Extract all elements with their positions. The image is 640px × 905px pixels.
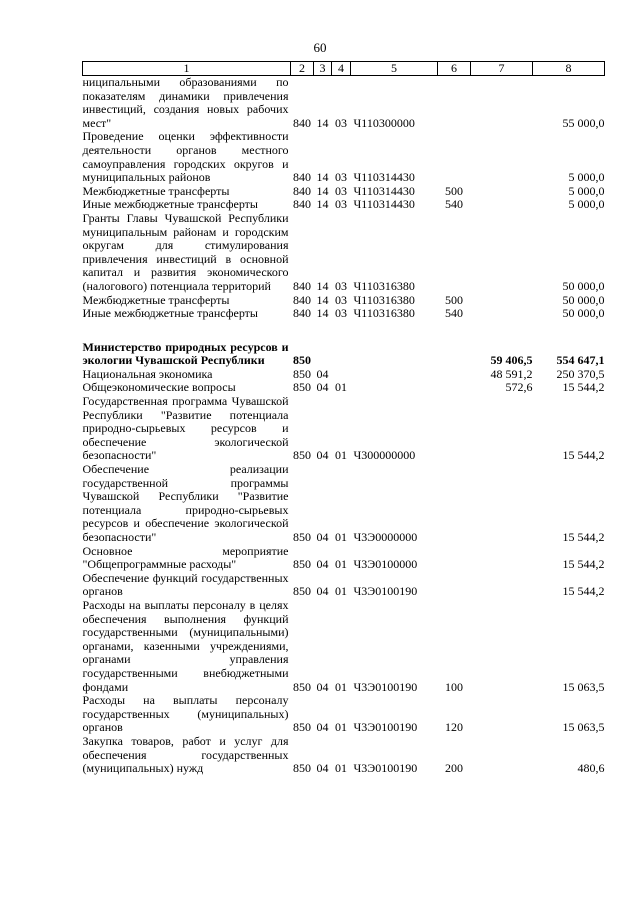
table-row — [83, 294, 605, 308]
row-subsection-code: 03 — [335, 292, 347, 307]
table-row — [83, 545, 605, 572]
row-name: Общеэкономические вопросы — [82, 380, 236, 395]
row-name: Государственная программа Чувашской Республики "Развитие потенциала природно-сырьевых ресурсов и обеспечение экологической безопасности" — [82, 394, 289, 463]
row-name: Обеспечение реализации государственной программы Чувашской Республики "Развитие потенциала природно-сырьевых ресурсов и обеспечение экологической безопасности" — [82, 462, 289, 544]
row-amount-8: 250 370,5 — [556, 366, 605, 381]
column-header: 3 — [314, 62, 332, 76]
table-row — [83, 694, 605, 735]
row-amount-8: 55 000,0 — [562, 115, 605, 130]
row-expense-type: 120 — [445, 720, 463, 735]
row-target-code: Ч110314430 — [353, 183, 415, 198]
row-target-code: Ч110316380 — [353, 292, 415, 307]
row-expense-type: 100 — [445, 679, 463, 694]
row-ministry-code: 850 — [293, 530, 311, 544]
row-amount-7 — [471, 198, 533, 212]
row-expense-type: 500 — [445, 183, 463, 198]
row-amount-7: 59 406,5 — [490, 353, 533, 368]
row-subsection-code: 03 — [335, 278, 347, 293]
row-expense-type: 540 — [445, 197, 463, 212]
column-header: 7 — [471, 62, 533, 76]
table-row — [83, 599, 605, 694]
table-row-ministry — [83, 341, 605, 368]
row-subsection-code: 01 — [335, 557, 347, 572]
row-ministry-code: 850 — [293, 380, 311, 395]
column-header: 2 — [291, 62, 314, 76]
row-name: Межбюджетные трансферты — [82, 292, 230, 307]
row-target-code — [351, 341, 438, 368]
row-amount-8: 5 000,0 — [568, 170, 605, 185]
row-amount-7 — [471, 185, 533, 199]
column-header: 4 — [332, 62, 351, 76]
row-section-code: 04 — [316, 380, 329, 395]
row-subsection-code: 01 — [335, 448, 347, 463]
row-amount-8: 15 063,5 — [562, 679, 605, 694]
row-section-code — [314, 341, 332, 368]
column-header: 6 — [438, 62, 471, 76]
row-section-code: 04 — [316, 584, 329, 599]
row-ministry-code: 840 — [293, 306, 311, 321]
row-amount-8: 554 647,1 — [556, 353, 605, 368]
row-target-code: Ч110314430 — [353, 170, 415, 185]
row-amount-8: 15 544,2 — [562, 380, 605, 395]
table-row — [83, 381, 605, 395]
row-ministry-code: 840 — [293, 170, 311, 185]
row-subsection-code: 03 — [335, 197, 347, 212]
row-subsection-code — [332, 368, 351, 382]
row-section-code: 14 — [316, 115, 329, 130]
row-amount-7 — [471, 572, 533, 599]
table-row — [83, 735, 605, 776]
row-section-code: 14 — [316, 292, 329, 307]
row-ministry-code: 850 — [293, 761, 311, 776]
row-ministry-code: 850 — [293, 366, 311, 381]
row-section-code: 14 — [316, 183, 329, 198]
row-amount-7 — [471, 463, 533, 545]
row-amount-7 — [471, 294, 533, 308]
row-amount-7 — [471, 307, 533, 321]
row-expense-type — [438, 130, 471, 184]
row-subsection-code: 01 — [335, 761, 347, 776]
row-amount-7 — [471, 735, 533, 776]
row-target-code: Ч110316380 — [353, 278, 415, 293]
row-target-code: Ч3Э0100190 — [353, 720, 418, 735]
table-row — [83, 395, 605, 463]
row-section-code: 04 — [316, 448, 329, 463]
table-row — [83, 212, 605, 294]
row-amount-8: 480,6 — [577, 761, 605, 776]
table-row — [83, 130, 605, 184]
row-subsection-code — [332, 341, 351, 368]
row-target-code — [351, 368, 438, 382]
row-expense-type — [438, 545, 471, 572]
table-row — [83, 463, 605, 545]
row-section-code: 04 — [316, 720, 329, 735]
spacer-cell — [83, 321, 605, 341]
row-expense-type — [438, 395, 471, 463]
row-name: Иные межбюджетные трансферты — [82, 197, 258, 212]
row-ministry-code: 850 — [293, 720, 311, 735]
row-amount-7 — [471, 212, 533, 294]
row-name: Расходы на выплаты персоналу государственных (муниципальных) органов — [82, 693, 289, 735]
row-target-code: Ч3Э0100000 — [353, 557, 418, 572]
row-ministry-code: 850 — [293, 557, 311, 572]
row-ministry-code: 850 — [293, 679, 311, 694]
row-section-code: 14 — [316, 170, 329, 185]
row-amount-7: 572,6 — [505, 380, 533, 395]
row-section-code: 14 — [316, 306, 329, 321]
row-amount-7 — [471, 545, 533, 572]
row-amount-7 — [471, 395, 533, 463]
table-header-row — [83, 62, 605, 76]
row-expense-type — [438, 341, 471, 368]
row-target-code: Ч3Э0100190 — [353, 584, 418, 599]
row-ministry-code: 840 — [293, 292, 311, 307]
row-section-code: 04 — [316, 761, 329, 776]
row-expense-type: 500 — [445, 292, 463, 307]
row-ministry-code: 850 — [293, 353, 311, 368]
row-name: Расходы на выплаты персоналу в целях обеспечения выполнения функций государственными (муниципальными) органами, казенными учреждениями, органами управления государственными внебюджетными фондами — [82, 597, 289, 694]
row-amount-8: 5 000,0 — [568, 197, 605, 212]
row-amount-7 — [471, 130, 533, 184]
row-ministry-code: 850 — [293, 448, 311, 463]
row-subsection-code: 03 — [335, 170, 347, 185]
table-row — [83, 198, 605, 212]
row-name: ниципальными образованиями по показателям динамики привлечения инвестиций, создания новых рабочих мест" — [82, 75, 289, 130]
row-target-code: Ч110314430 — [353, 197, 415, 212]
row-amount-8: 15 544,2 — [562, 584, 605, 599]
row-target-code: Ч110316380 — [353, 306, 415, 321]
row-amount-8: 5 000,0 — [568, 183, 605, 198]
row-ministry-code: 840 — [293, 278, 311, 293]
row-section-code: 04 — [316, 530, 329, 544]
row-amount-8: 15 063,5 — [562, 720, 605, 735]
row-name: Гранты Главы Чувашской Республики муниципальным районам и городским округам для стимулирования привлечения инвестиций в основной капитал и развития экономического (налогового) потенциала территорий — [82, 210, 289, 293]
row-target-code — [351, 381, 438, 395]
table-row — [83, 368, 605, 382]
row-subsection-code: 03 — [335, 306, 347, 321]
row-amount-8: 15 544,2 — [562, 557, 605, 572]
row-ministry-code: 840 — [293, 197, 311, 212]
table-row — [83, 185, 605, 199]
row-section-code: 04 — [316, 679, 329, 694]
row-expense-type — [438, 76, 471, 131]
row-section-code: 04 — [316, 366, 329, 381]
row-amount-7 — [471, 76, 533, 131]
row-ministry-code: 850 — [293, 584, 311, 599]
row-name: Иные межбюджетные трансферты — [82, 306, 258, 321]
page-number: 60 — [313, 40, 327, 55]
row-expense-type — [438, 368, 471, 382]
row-subsection-code: 01 — [335, 530, 347, 544]
row-expense-type: 540 — [445, 306, 463, 321]
row-target-code: Ч110300000 — [353, 115, 415, 130]
row-name: Межбюджетные трансферты — [82, 183, 230, 198]
row-subsection-code: 03 — [335, 183, 347, 198]
column-header: 8 — [533, 62, 605, 76]
row-ministry-code: 840 — [293, 115, 311, 130]
row-amount-8: 50 000,0 — [562, 278, 605, 293]
row-subsection-code: 01 — [335, 380, 347, 395]
row-ministry-code: 840 — [293, 183, 311, 198]
row-name: Проведение оценки эффективности деятельности органов местного самоуправления городских округов и муниципальных районов — [82, 129, 289, 185]
budget-table — [82, 61, 605, 776]
row-section-code: 14 — [316, 278, 329, 293]
row-amount-8: 15 544,2 — [562, 448, 605, 463]
table-row — [83, 307, 605, 321]
row-amount-7 — [471, 599, 533, 694]
row-subsection-code: 01 — [335, 679, 347, 694]
row-section-code: 04 — [316, 557, 329, 572]
row-target-code: Ч3Э0100190 — [353, 761, 418, 776]
row-expense-type — [438, 572, 471, 599]
row-name: Обеспечение функций государственных органов — [82, 570, 289, 599]
row-expense-type: 200 — [445, 761, 463, 776]
row-expense-type — [438, 212, 471, 294]
row-name: Национальная экономика — [82, 366, 213, 381]
row-amount-7 — [471, 694, 533, 735]
spacer-row — [83, 321, 605, 341]
row-expense-type — [438, 381, 471, 395]
row-amount-7: 48 591,2 — [490, 366, 533, 381]
row-target-code: Ч3Э0000000 — [353, 530, 418, 544]
row-name: Закупка товаров, работ и услуг для обеспечения государственных (муниципальных) нужд — [82, 733, 289, 776]
row-amount-8: 50 000,0 — [562, 306, 605, 321]
row-target-code: Ч3Э0100190 — [353, 679, 418, 694]
column-header: 1 — [83, 62, 291, 76]
table-row — [83, 76, 605, 131]
row-subsection-code: 01 — [335, 584, 347, 599]
row-amount-8: 15 544,2 — [562, 530, 605, 544]
row-name: Основное мероприятие "Общепрограммные расходы" — [82, 543, 289, 572]
table-row — [83, 572, 605, 599]
row-section-code: 14 — [316, 197, 329, 212]
row-expense-type — [438, 463, 471, 545]
row-subsection-code: 03 — [335, 115, 347, 130]
column-header: 5 — [351, 62, 438, 76]
row-target-code: Ч300000000 — [353, 448, 416, 463]
row-amount-8: 50 000,0 — [562, 292, 605, 307]
row-name: Министерство природных ресурсов и экологии Чувашской Республики — [82, 339, 289, 368]
row-subsection-code: 01 — [335, 720, 347, 735]
